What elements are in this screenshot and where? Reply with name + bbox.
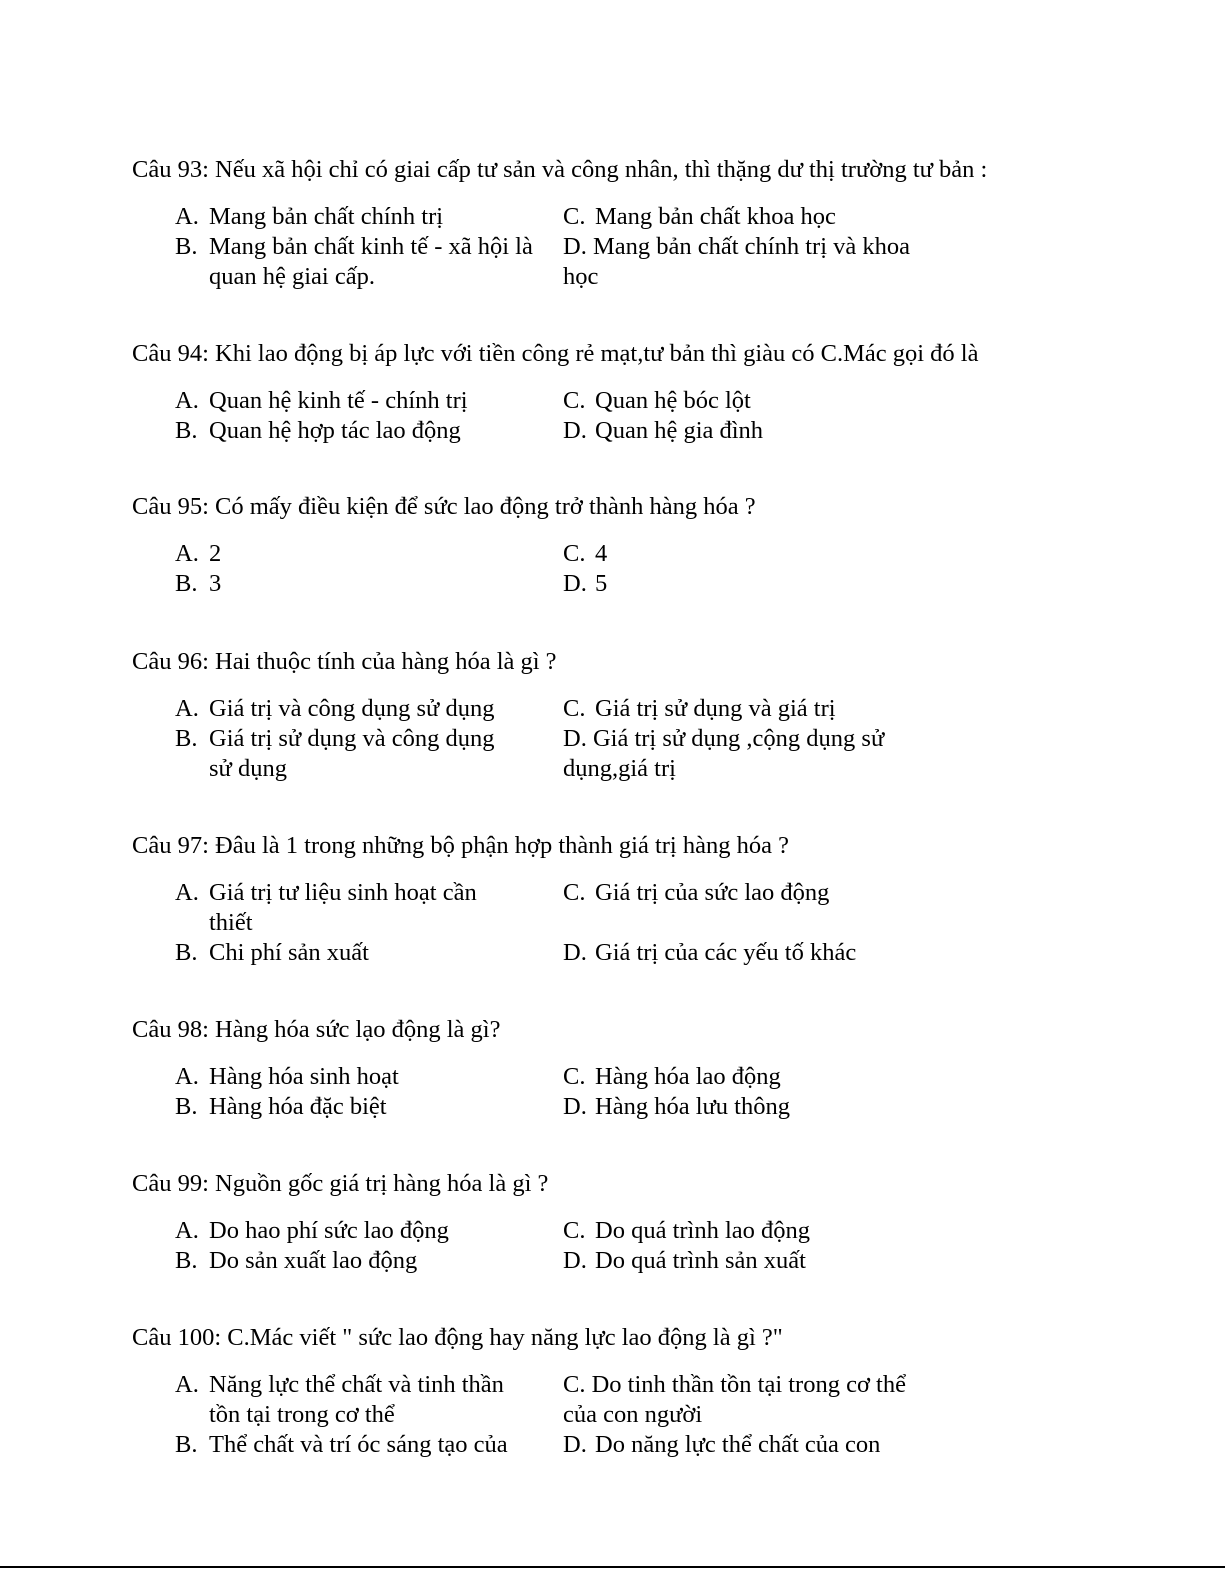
question-stem: Câu 93: Nếu xã hội chỉ có giai cấp tư sản và công nhân, thì thặng dư thị trường tư bản : (132, 156, 988, 183)
option-a[interactable]: A. Giá trị và công dụng sử dụng (175, 695, 495, 722)
option-a[interactable]: A. Do hao phí sức lao động (175, 1217, 449, 1244)
question-96 (132, 647, 1132, 782)
question-stem: Câu 97: Đâu là 1 trong những bộ phận hợp thành giá trị hàng hóa ? (132, 832, 789, 859)
option-a[interactable]: A. Giá trị tư liệu sinh hoạt cần thiết (175, 879, 477, 936)
option-a[interactable]: A. 2 (175, 540, 222, 567)
option-c[interactable]: C. Quan hệ bóc lột (563, 387, 751, 414)
option-c[interactable]: C. Do quá trình lao động (563, 1217, 811, 1244)
question-stem: Câu 94: Khi lao động bị áp lực với tiền công rẻ mạt,tư bản thì giàu có C.Mác gọi đó là (132, 340, 979, 367)
option-d[interactable]: D. 5 (563, 570, 608, 597)
question-stem: Câu 99: Nguồn gốc giá trị hàng hóa là gì ? (132, 1170, 549, 1197)
option-d[interactable]: D. Giá trị của các yếu tố khác (563, 939, 857, 966)
option-d[interactable]: D. Giá trị sử dụng ,cộng dụng sử dụng,giá trị (563, 725, 885, 782)
option-a[interactable]: A. Năng lực thể chất và tinh thần tồn tại trong cơ thể (175, 1371, 504, 1428)
option-c[interactable]: C. Do tinh thần tồn tại trong cơ thể của con người (563, 1371, 906, 1428)
question-stem: Câu 98: Hàng hóa sức lạo động là gì? (132, 1016, 501, 1043)
option-b[interactable]: B. Thể chất và trí óc sáng tạo của (175, 1431, 508, 1458)
option-c[interactable]: C. Giá trị của sức lao động (563, 879, 830, 906)
option-d[interactable]: D. Do năng lực thể chất của con (563, 1431, 881, 1458)
question-stem: Câu 100: C.Mác viết " sức lao động hay năng lực lao động là gì ?" (132, 1324, 783, 1351)
option-d[interactable]: D. Quan hệ gia đình (563, 417, 764, 444)
option-b[interactable]: B. Chi phí sản xuất (175, 939, 369, 966)
option-b[interactable]: B. Hàng hóa đặc biệt (175, 1093, 387, 1120)
question-93 (132, 155, 1132, 290)
option-b[interactable]: B. Do sản xuất lao động (175, 1247, 418, 1274)
page-bottom-rule (0, 1566, 1225, 1568)
option-c[interactable]: C. Mang bản chất khoa học (563, 203, 836, 230)
option-a[interactable]: A. Hàng hóa sinh hoạt (175, 1063, 399, 1090)
option-b[interactable]: B. Giá trị sử dụng và công dụng sử dụng (175, 725, 495, 782)
question-94 (132, 339, 1132, 444)
question-98 (132, 1015, 1132, 1120)
question-stem: Câu 96: Hai thuộc tính của hàng hóa là gì ? (132, 648, 557, 675)
option-d[interactable]: D. Do quá trình sản xuất (563, 1247, 806, 1274)
option-b[interactable]: B. 3 (175, 570, 222, 597)
question-95 (132, 492, 1132, 597)
option-b[interactable]: B. Mang bản chất kinh tế - xã hội là quan hệ giai cấp. (175, 233, 533, 290)
option-c[interactable]: C. 4 (563, 540, 608, 567)
question-100 (132, 1323, 1132, 1458)
question-stem: Câu 95: Có mấy điều kiện để sức lao động trở thành hàng hóa ? (132, 493, 756, 520)
option-b[interactable]: B. Quan hệ hợp tác lao động (175, 417, 461, 444)
option-c[interactable]: C. Hàng hóa lao động (563, 1063, 781, 1090)
option-d[interactable]: D. Mang bản chất chính trị và khoa học (563, 233, 910, 290)
question-99 (132, 1169, 1132, 1274)
option-a[interactable]: A. Mang bản chất chính trị (175, 203, 444, 230)
option-a[interactable]: A. Quan hệ kinh tế - chính trị (175, 387, 468, 414)
question-97 (132, 831, 1132, 966)
option-d[interactable]: D. Hàng hóa lưu thông (563, 1093, 790, 1120)
option-c[interactable]: C. Giá trị sử dụng và giá trị (563, 695, 836, 722)
